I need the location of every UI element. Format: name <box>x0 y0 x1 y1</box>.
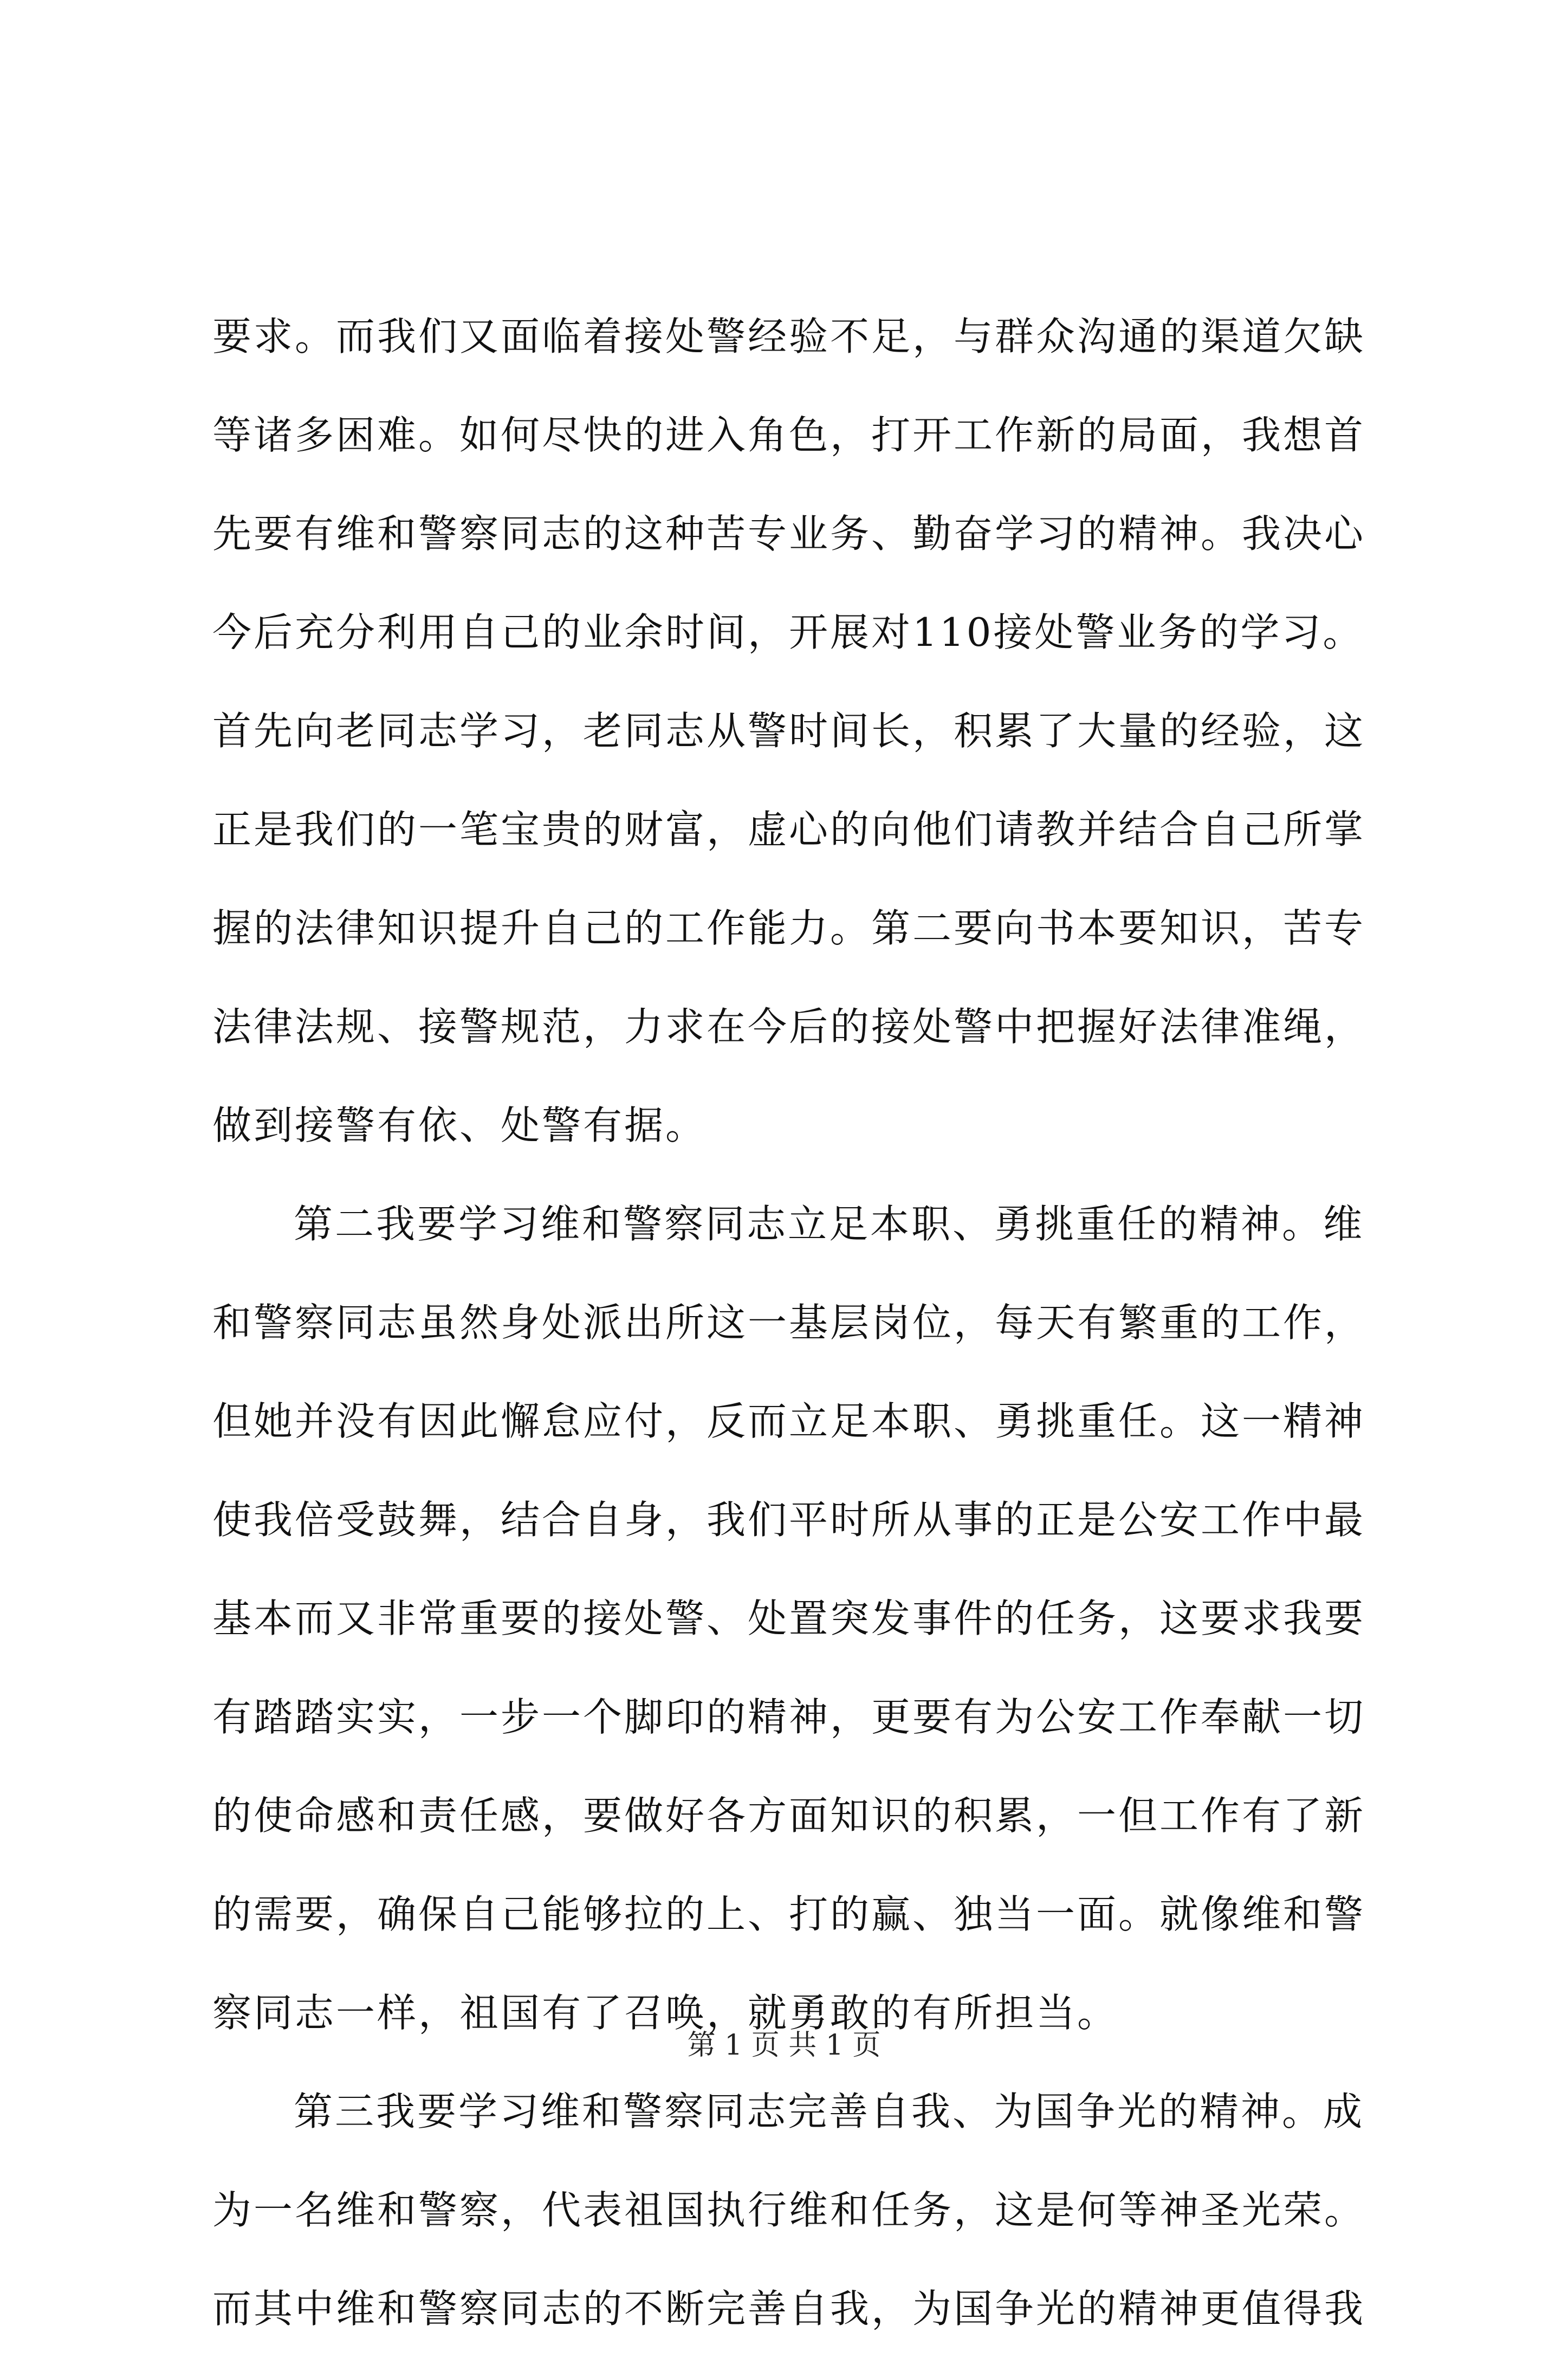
text-line: 先要有维和警察同志的这种苦专业务、勤奋学习的精神。我决心 <box>212 511 1366 556</box>
text-line: 而其中维和警察同志的不断完善自我，为国争光的精神更值得我 <box>212 2286 1366 2331</box>
text-line: 和警察同志虽然身处派出所这一基层岗位，每天有繁重的工作， <box>212 1300 1366 1345</box>
text-line: 做到接警有依、处警有据。 <box>212 1103 707 1148</box>
text-line: 的需要，确保自己能够拉的上、打的赢、独当一面。就像维和警 <box>212 1891 1366 1937</box>
text-line: 察同志一样，祖国有了召唤，就勇敢的有所担当。 <box>212 1990 1119 2036</box>
text-line: 正是我们的一笔宝贵的财富，虚心的向他们请教并结合自己所掌 <box>212 807 1366 852</box>
paragraph-start-line: 第二我要学习维和警察同志立足本职、勇挑重任的精神。维 <box>294 1201 1365 1247</box>
page-footer <box>0 2026 1568 2064</box>
text-line: 握的法律知识提升自己的工作能力。第二要向书本要知识，苦专 <box>212 905 1366 951</box>
text-line: 的使命感和责任感，要做好各方面知识的积累，一但工作有了新 <box>212 1793 1366 1838</box>
text-line: 法律法规、接警规范，力求在今后的接处警中把握好法律准绳， <box>212 1004 1366 1050</box>
text-line: 等诸多困难。如何尽快的进入角色，打开工作新的局面，我想首 <box>212 412 1366 458</box>
text-line: 但她并没有因此懈怠应付，反而立足本职、勇挑重任。这一精神 <box>212 1398 1366 1444</box>
text-line: 有踏踏实实，一步一个脚印的精神，更要有为公安工作奉献一切 <box>212 1694 1366 1740</box>
paragraph-start-line: 第三我要学习维和警察同志完善自我、为国争光的精神。成 <box>294 2089 1365 2134</box>
text-line: 为一名维和警察，代表祖国执行维和任务，这是何等神圣光荣。 <box>212 2187 1366 2233</box>
text-line: 要求。而我们又面临着接处警经验不足，与群众沟通的渠道欠缺 <box>212 314 1366 359</box>
text-line: 基本而又非常重要的接处警、处置突发事件的任务，这要求我要 <box>212 1596 1366 1641</box>
text-line: 今后充分利用自己的业余时间，开展对110接处警业务的学习。 <box>212 610 1364 655</box>
text-line: 首先向老同志学习，老同志从警时间长，积累了大量的经验，这 <box>212 708 1366 754</box>
text-line: 使我倍受鼓舞，结合自身，我们平时所从事的正是公安工作中最 <box>212 1497 1366 1543</box>
page-number-label: 第 1 页 共 1 页 <box>687 2029 881 2062</box>
